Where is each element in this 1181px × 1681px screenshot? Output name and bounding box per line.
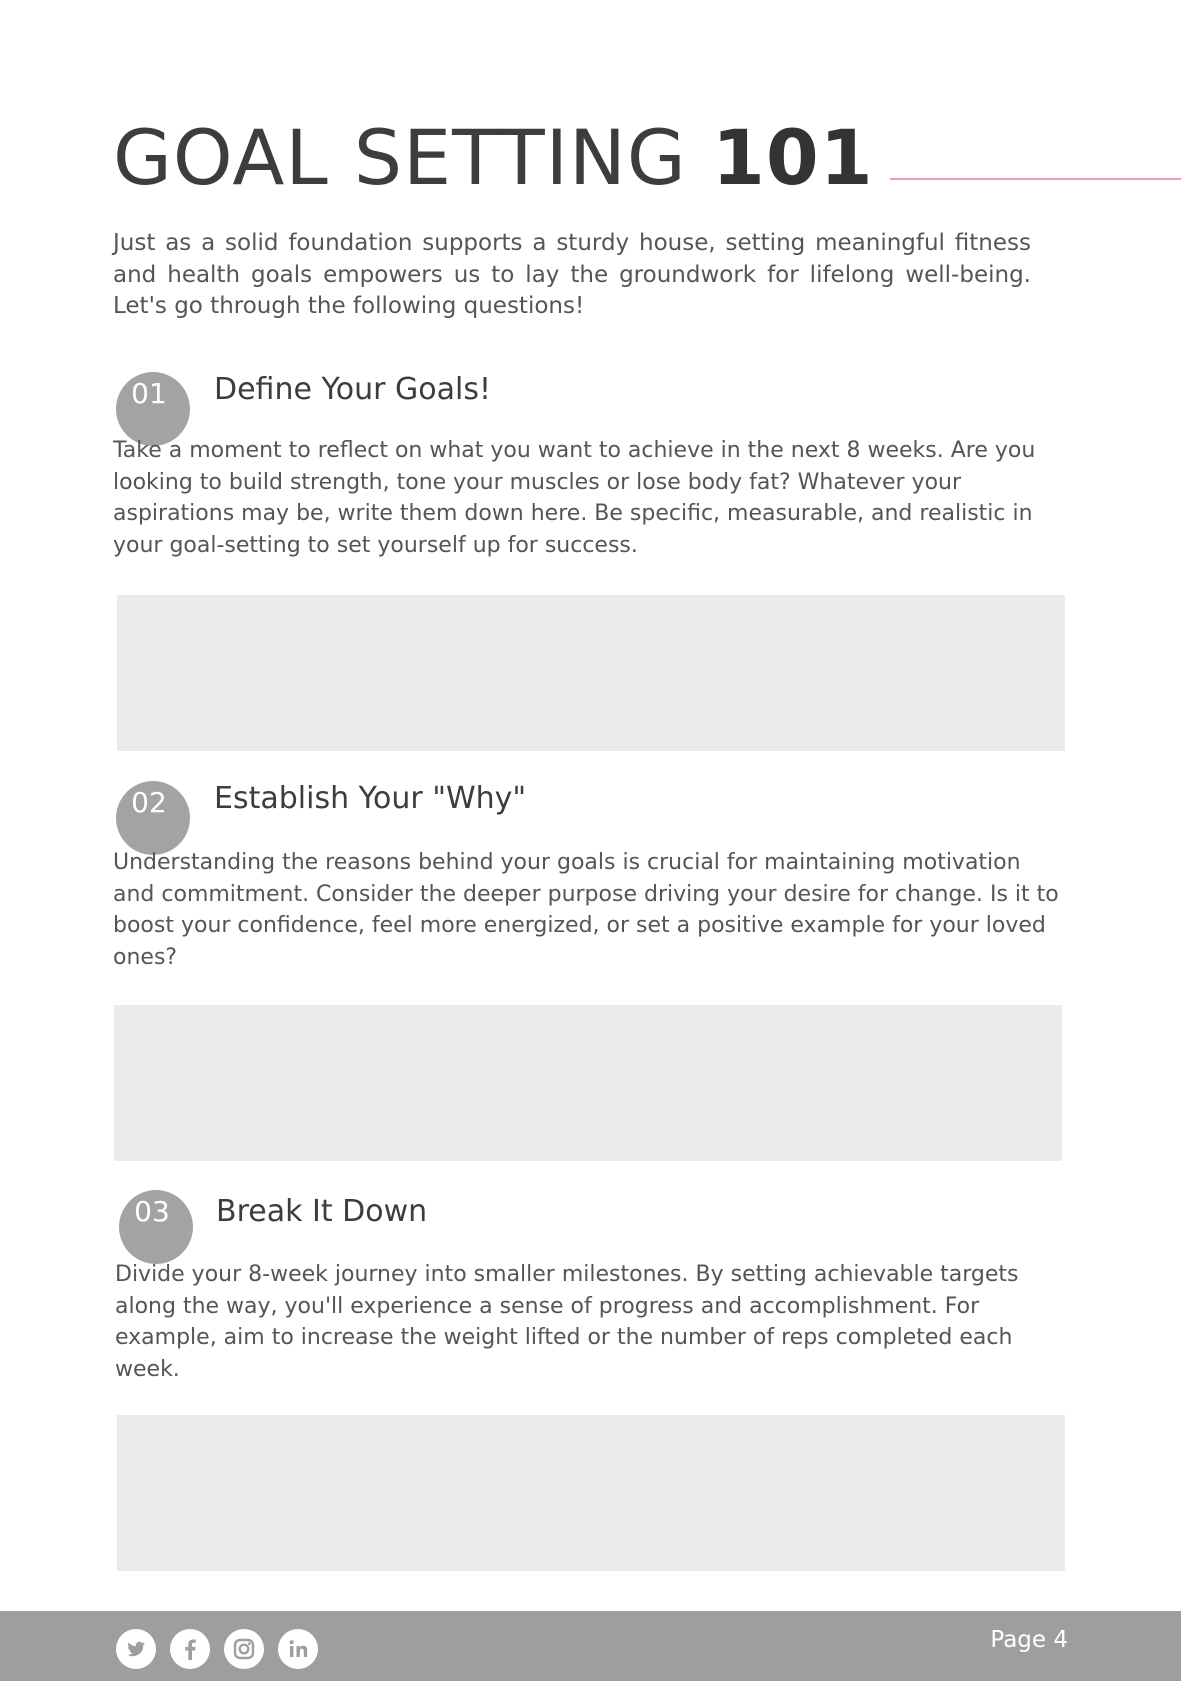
- page-number: Page 4: [990, 1627, 1068, 1653]
- answer-box[interactable]: [117, 1415, 1065, 1571]
- page-title: [113, 110, 874, 206]
- section-heading: Establish Your "Why": [214, 781, 527, 816]
- title-accent-rule: [890, 178, 1181, 180]
- section-heading: Define Your Goals!: [214, 372, 492, 407]
- section-number: 01: [131, 377, 167, 410]
- answer-box[interactable]: [117, 595, 1065, 751]
- section-heading: Break It Down: [216, 1194, 428, 1229]
- answer-box[interactable]: [114, 1005, 1062, 1161]
- page-title-bold: 101: [711, 113, 874, 202]
- page-title-light: GOAL SETTING: [113, 113, 712, 202]
- twitter-icon[interactable]: [116, 1629, 156, 1669]
- linkedin-icon[interactable]: [278, 1629, 318, 1669]
- section-number: 03: [134, 1195, 170, 1228]
- section-description: Divide your 8-week journey into smaller milestones. By setting achievable targets along the way, you'll experience a sense of progress and accomplishment. For example, aim to increase the weight lifted or the number of reps completed each week.: [115, 1262, 1019, 1383]
- section-description: Take a moment to reflect on what you want to achieve in the next 8 weeks. Are you looking to build strength, tone your muscles or lose body fat? Whatever your aspirations may be, write them down here. Be specific, measurable, and realistic in your goal-setting to set yourself up for success.: [113, 438, 1036, 559]
- instagram-icon[interactable]: [224, 1629, 264, 1669]
- facebook-icon[interactable]: [170, 1629, 210, 1669]
- section-description: Understanding the reasons behind your goals is crucial for maintaining motivation and commitment. Consider the deeper purpose driving your desire for change. Is it to boost your confidence, feel more energized, or set a positive example for your loved ones?: [113, 850, 1059, 971]
- section-number: 02: [131, 786, 167, 819]
- section-number-badge: [119, 1190, 193, 1264]
- intro-paragraph: Just as a solid foundation supports a sturdy house, setting meaningful fitness and health goals empowers us to lay the groundwork for lifelong well-being. Let's go through the following questions!: [113, 230, 1031, 319]
- footer-bar: [0, 1611, 1181, 1681]
- section-number-badge: [116, 781, 190, 855]
